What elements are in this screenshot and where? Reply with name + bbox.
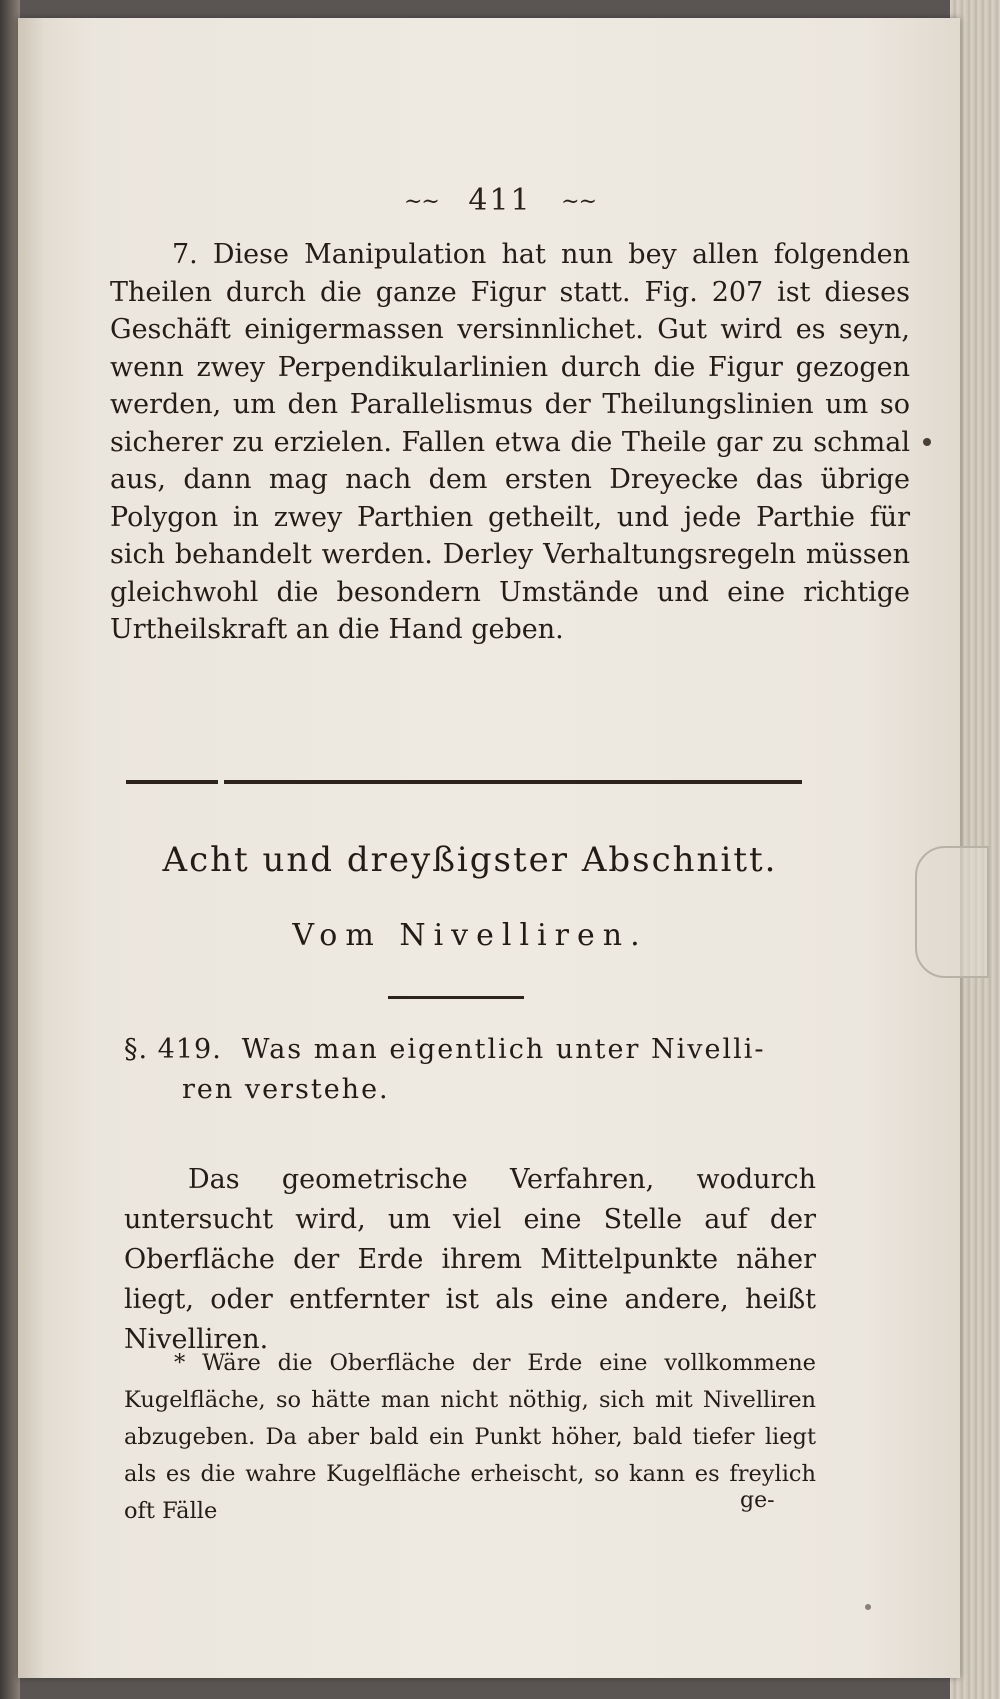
footnote-text: * Wäre die Oberfläche der Erde eine vollkommene Kugelfläche, so hätte man nicht nöthig, sich mit Nivelliren abzugeben. Da aber bald ein Punkt höher, bald tiefer liegt als es die wahre Kugelfläche erheischt, so kann es freylich oft Fälle bbox=[124, 1350, 816, 1524]
definition-paragraph bbox=[124, 1160, 816, 1360]
page-number: 411 bbox=[468, 183, 532, 218]
paragraph-text: Das geometrische Verfahren, wodurch untersucht wird, um viel eine Stelle auf der Oberfläche der Erde ihrem Mittelpunkte näher liegt, oder entfernter ist als eine andere, heißt Nivelliren. bbox=[124, 1164, 816, 1355]
section-divider-rule bbox=[126, 780, 802, 784]
paper-speck bbox=[865, 1604, 871, 1610]
ink-speck bbox=[923, 438, 931, 446]
page-header bbox=[0, 183, 1000, 218]
footnote bbox=[124, 1345, 816, 1530]
section-heading-line1: Was man eigentlich unter Nivelli- bbox=[241, 1034, 766, 1065]
section-number: §. 419. bbox=[124, 1034, 222, 1065]
header-ornament-right: ~~ bbox=[561, 189, 597, 215]
header-ornament-left: ~~ bbox=[403, 189, 439, 215]
chapter-underline bbox=[388, 996, 524, 999]
section-heading bbox=[124, 1030, 844, 1110]
rule-gap bbox=[218, 780, 224, 784]
paragraph-text: 7. Diese Manipulation hat nun bey allen folgenden Theilen durch die ganze Figur statt. Fig. 207 ist dieses Geschäft einigermassen versinnlichet. Gut wird es seyn, wenn zwey Perpendikularlinien durch die Figur gezogen werden, um den Parallelismus der Theilungslinien um so sicherer zu erzielen. Fallen etwa die Theile gar zu schmal aus, dann mag nach dem ersten Dreyecke das übrige Polygon in zwey Parthien getheilt, und jede Parthie für sich behandelt werden. Derley Verhaltungsregeln müssen gleichwohl die besondern Umstände und eine richtige Urtheilskraft an die Hand geben. bbox=[110, 239, 910, 645]
chapter-subtitle: Vom Nivelliren. bbox=[292, 918, 648, 953]
catchword: ge- bbox=[740, 1488, 775, 1513]
section-heading-line2: ren verstehe. bbox=[182, 1074, 390, 1105]
chapter-title: Acht und dreyßigster Abschnitt. bbox=[162, 840, 778, 880]
paragraph-item-7 bbox=[110, 236, 910, 649]
